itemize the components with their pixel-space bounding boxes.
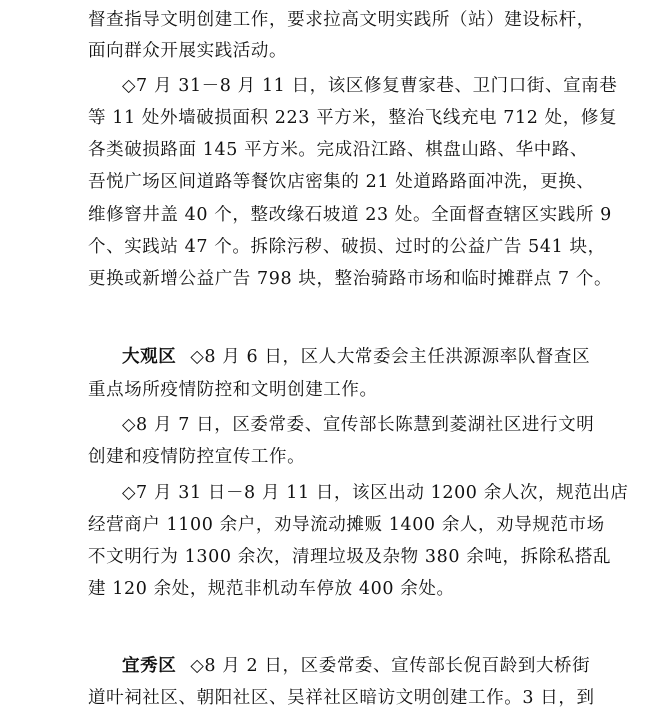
text-line: 经营商户 1100 余户，劝导流动摊贩 1400 余人，劝导规范市场 <box>88 515 605 535</box>
text-line: ◇8 月 7 日，区委常委、宣传部长陈慧到菱湖社区进行文明 <box>122 415 595 435</box>
text-line: 创建和疫情防控宣传工作。 <box>88 447 306 467</box>
text-line: 面向群众开展实践活动。 <box>88 41 288 61</box>
text-line: 各类破损路面 145 平方米。完成沿江路、棋盘山路、华中路、 <box>88 140 589 160</box>
text-line: ◇7 月 31－8 月 11 日，该区修复曹家巷、卫门口街、宣南巷 <box>122 76 618 96</box>
text-line: ◇7 月 31 日－8 月 11 日，该区出动 1200 余人次，规范出店 <box>122 483 629 503</box>
text-span: ◇8 月 6 日，区人大常委会主任洪源源率队督查区 <box>190 347 591 367</box>
text-line: 吾悦广场区间道路等餐饮店密集的 21 处道路路面冲洗，更换、 <box>88 172 595 192</box>
text-line: 督查指导文明创建工作，要求拉高文明实践所（站）建设标杆， <box>88 10 595 30</box>
district-paragraph-line <box>122 651 591 681</box>
district-heading: 大观区 <box>122 347 177 367</box>
district-heading: 宜秀区 <box>122 656 177 676</box>
text-line: 更换或新增公益广告 798 块，整治骑路市场和临时摊群点 7 个。 <box>88 269 613 289</box>
text-line: 个、实践站 47 个。拆除污秽、破损、过时的公益广告 541 块， <box>88 237 606 257</box>
text-line: 重点场所疫情防控和文明创建工作。 <box>88 380 378 400</box>
text-span: ◇8 月 2 日，区委常委、宣传部长倪百龄到大桥街 <box>190 656 591 676</box>
text-line: 等 11 处外墙破损面积 223 平方米，整治飞线充电 712 处，修复 <box>88 108 618 128</box>
text-line: 建 120 余处，规范非机动车停放 400 余处。 <box>88 579 455 599</box>
text-line: 不文明行为 1300 余次，清理垃圾及杂物 380 余吨，拆除私搭乱 <box>88 547 612 567</box>
text-line: 道叶祠社区、朝阳社区、吴祥社区暗访文明创建工作。3 日，到 <box>88 688 595 708</box>
district-paragraph-line <box>122 342 591 372</box>
text-line: 维修窨井盖 40 个，整改缘石坡道 23 处。全面督查辖区实践所 9 <box>88 205 612 225</box>
